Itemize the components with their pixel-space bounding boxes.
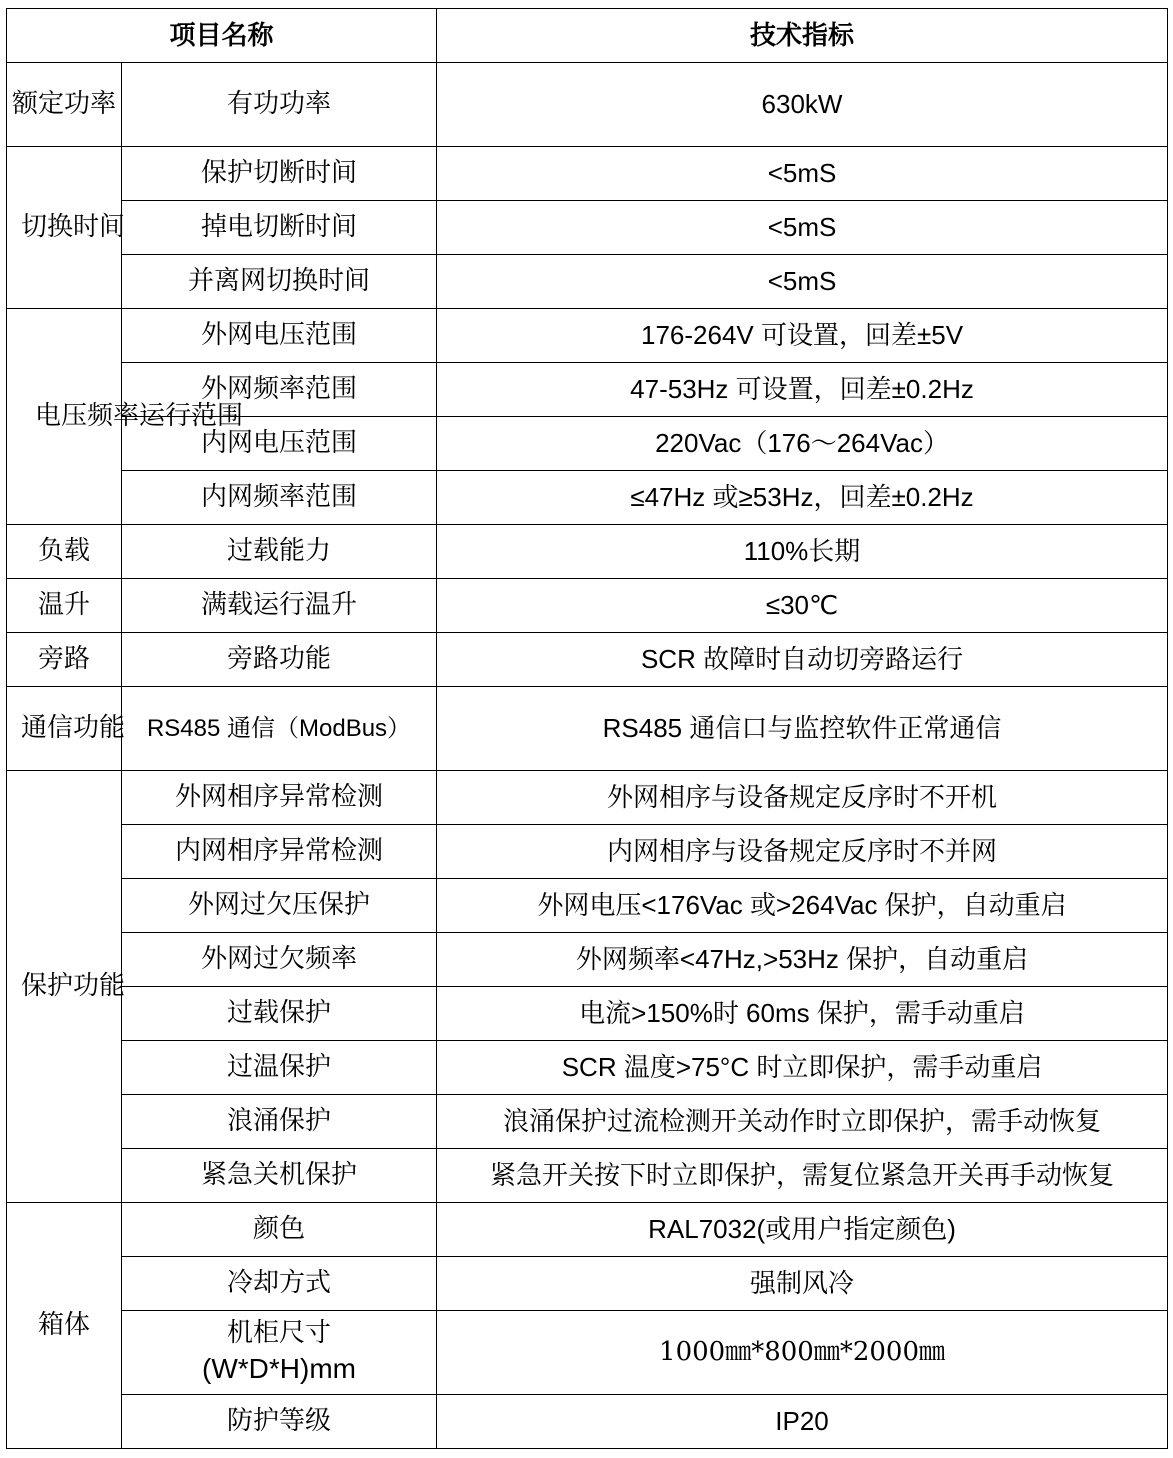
item-cell: 过载能力 — [122, 525, 437, 579]
header-spec: 技术指标 — [437, 9, 1168, 63]
table-row — [7, 879, 1168, 933]
table-row — [7, 201, 1168, 255]
value-cell: <5mS — [437, 201, 1168, 255]
item-cell: 外网相序异常检测 — [122, 771, 437, 825]
value-cell: 浪涌保护过流检测开关动作时立即保护，需手动恢复 — [437, 1095, 1168, 1149]
value-cell: <5mS — [437, 255, 1168, 309]
item-cell: 外网频率范围 — [122, 363, 437, 417]
value-cell: 强制风冷 — [437, 1257, 1168, 1311]
item-cell: 外网电压范围 — [122, 309, 437, 363]
value-cell: 176-264V 可设置，回差±5V — [437, 309, 1168, 363]
header-row — [7, 9, 1168, 63]
item-cell: 内网电压范围 — [122, 417, 437, 471]
item-cell: 防护等级 — [122, 1395, 437, 1449]
item-cell: 紧急关机保护 — [122, 1149, 437, 1203]
table-row — [7, 987, 1168, 1041]
value-cell: RS485 通信口与监控软件正常通信 — [437, 687, 1168, 771]
item-cell — [122, 1311, 437, 1395]
table-row — [7, 1041, 1168, 1095]
category-cell: 通信功能 — [7, 687, 122, 771]
table-row — [7, 933, 1168, 987]
value-cell: 紧急开关按下时立即保护，需复位紧急开关再手动恢复 — [437, 1149, 1168, 1203]
table-row — [7, 525, 1168, 579]
item-name-line1: 机柜尺寸 — [227, 1318, 332, 1349]
item-cell: RS485 通信（ModBus） — [122, 687, 437, 771]
table-row — [7, 63, 1168, 147]
item-cell: 过载保护 — [122, 987, 437, 1041]
category-cell: 切换时间 — [7, 147, 122, 309]
table-row — [7, 1257, 1168, 1311]
value-cell: 220Vac（176～264Vac） — [437, 417, 1168, 471]
item-cell: 冷却方式 — [122, 1257, 437, 1311]
table-row — [7, 687, 1168, 771]
value-cell: 内网相序与设备规定反序时不并网 — [437, 825, 1168, 879]
table-row — [7, 1395, 1168, 1449]
table-row — [7, 147, 1168, 201]
value-cell: SCR 故障时自动切旁路运行 — [437, 633, 1168, 687]
value-cell: 110%长期 — [437, 525, 1168, 579]
table-row — [7, 1095, 1168, 1149]
item-cell: 并离网切换时间 — [122, 255, 437, 309]
value-cell: RAL7032(或用户指定颜色) — [437, 1203, 1168, 1257]
value-cell: ≤47Hz 或≥53Hz，回差±0.2Hz — [437, 471, 1168, 525]
category-cell: 箱体 — [7, 1203, 122, 1449]
item-cell: 有功功率 — [122, 63, 437, 147]
table-row — [7, 1311, 1168, 1395]
value-cell: 外网相序与设备规定反序时不开机 — [437, 771, 1168, 825]
header-item-name: 项目名称 — [7, 9, 437, 63]
value-cell: 1000㎜*800㎜*2000㎜ — [437, 1311, 1168, 1395]
category-cell: 负载 — [7, 525, 122, 579]
value-cell: IP20 — [437, 1395, 1168, 1449]
item-cell: 外网过欠频率 — [122, 933, 437, 987]
value-cell: 外网电压<176Vac 或>264Vac 保护，自动重启 — [437, 879, 1168, 933]
value-cell: 47-53Hz 可设置，回差±0.2Hz — [437, 363, 1168, 417]
item-cell: 旁路功能 — [122, 633, 437, 687]
item-cell: 颜色 — [122, 1203, 437, 1257]
category-cell: 保护功能 — [7, 771, 122, 1203]
value-cell: 电流>150%时 60ms 保护，需手动重启 — [437, 987, 1168, 1041]
spec-table — [6, 8, 1168, 1449]
category-cell: 电压频率运行范围 — [7, 309, 122, 525]
item-cell: 浪涌保护 — [122, 1095, 437, 1149]
value-cell: <5mS — [437, 147, 1168, 201]
item-cell: 内网频率范围 — [122, 471, 437, 525]
value-cell: 630kW — [437, 63, 1168, 147]
table-row — [7, 633, 1168, 687]
table-row — [7, 1203, 1168, 1257]
item-cell: 保护切断时间 — [122, 147, 437, 201]
item-cell: 过温保护 — [122, 1041, 437, 1095]
table-row — [7, 579, 1168, 633]
value-cell: SCR 温度>75°C 时立即保护，需手动重启 — [437, 1041, 1168, 1095]
value-cell: ≤30℃ — [437, 579, 1168, 633]
value-cell: 外网频率<47Hz,>53Hz 保护，自动重启 — [437, 933, 1168, 987]
table-row — [7, 309, 1168, 363]
item-name-line2: (W*D*H)mm — [202, 1353, 356, 1385]
table-row — [7, 255, 1168, 309]
category-cell: 旁路 — [7, 633, 122, 687]
item-cell: 内网相序异常检测 — [122, 825, 437, 879]
item-cell: 外网过欠压保护 — [122, 879, 437, 933]
table-row — [7, 1149, 1168, 1203]
table-row — [7, 771, 1168, 825]
table-row — [7, 825, 1168, 879]
category-cell: 额定功率 — [7, 63, 122, 147]
item-cell: 满载运行温升 — [122, 579, 437, 633]
category-cell: 温升 — [7, 579, 122, 633]
table-row — [7, 471, 1168, 525]
item-cell: 掉电切断时间 — [122, 201, 437, 255]
